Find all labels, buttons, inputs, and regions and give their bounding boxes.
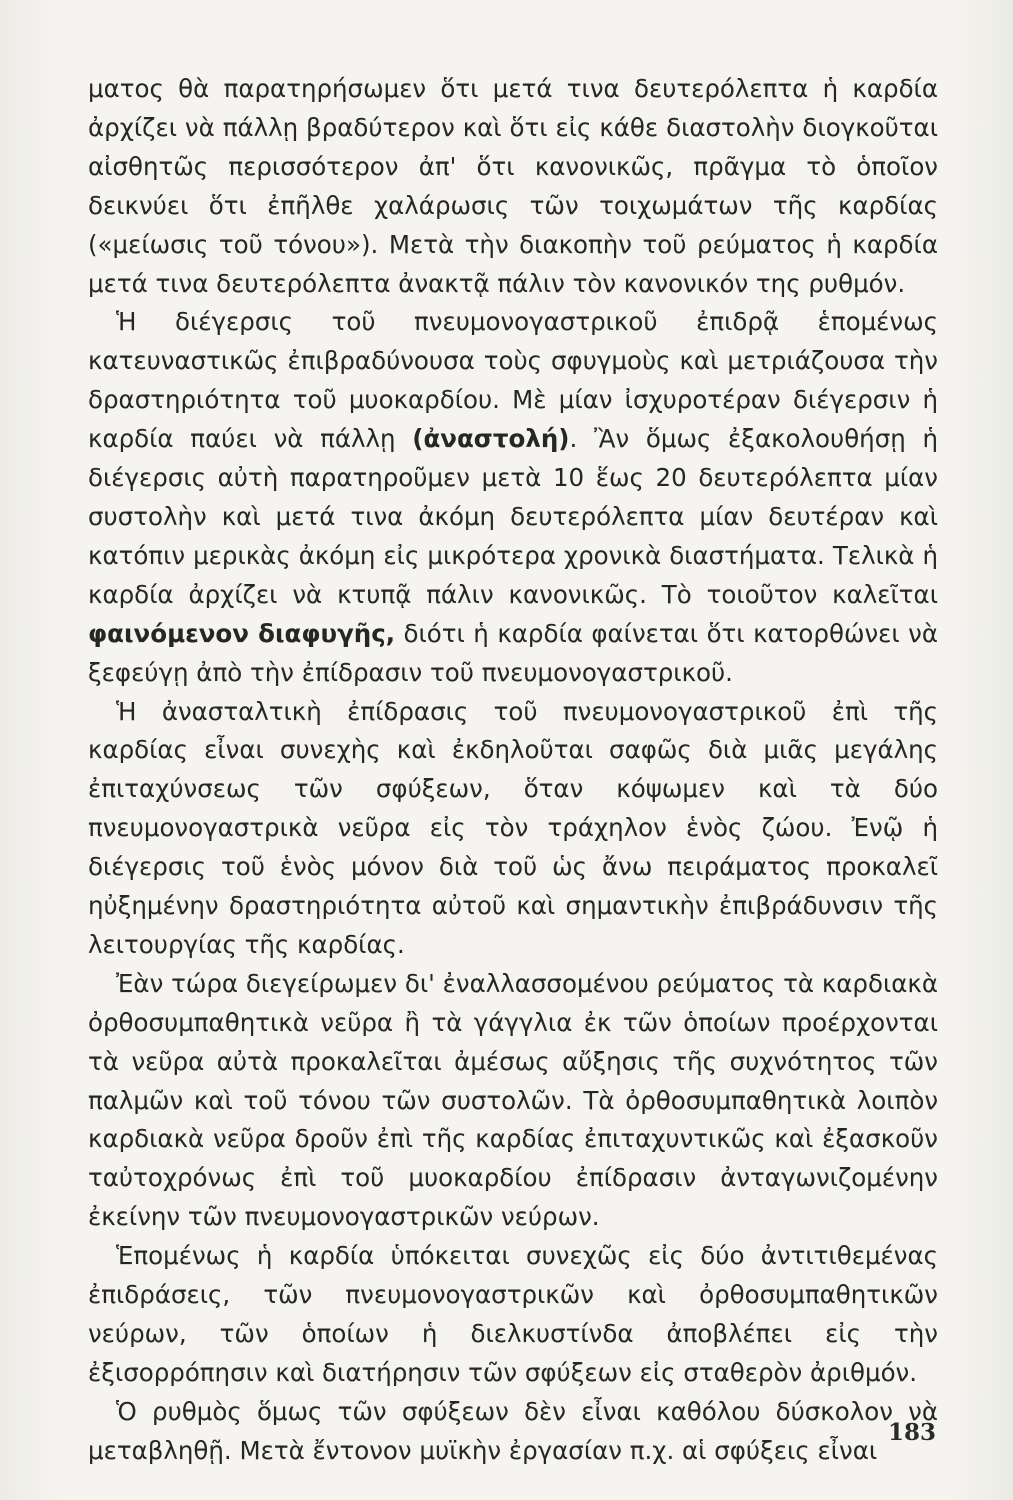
paragraph-5 [88, 1237, 938, 1393]
paragraph-3 [88, 693, 938, 965]
term-anastoli: (ἀναστολή) [412, 424, 570, 454]
term-escape-phenomenon: φαινόμενον διαφυγῆς, [88, 618, 396, 648]
paragraph-2 [88, 303, 938, 692]
paragraph-2-text-end: διότι ἡ καρδία φαίνεται ὅτι κατορθώνει νὰ ξεφεύγῃ ἀπὸ τὴν ἐπίδρασιν τοῦ πνευμονογαστρικοῦ. [88, 618, 938, 687]
paragraph-2-text: Ἡ διέγερσις τοῦ πνευμονογαστρικοῦ ἐπιδρᾷ ἑπομένως κατευναστικῶς ἐπιβραδύνουσα τοὺς σφυγμοὺς καὶ μετριάζουσα τὴν δραστηριότητα τοῦ μυοκαρδίου. Μὲ μίαν ἰσχυροτέραν διέγερσιν ἡ καρδία παύει νὰ πάλλῃ [88, 307, 938, 454]
paragraph-5-text: Ἑπομένως ἡ καρδία ὑπόκειται συνεχῶς εἰς δύο ἀντιτιθεμένας ἐπιδράσεις, τῶν πνευμονογαστρικῶν καὶ ὀρθοσυμπαθητικῶν νεύρων, τῶν ὁποίων ἡ διελκυστίνδα ἀποβλέπει εἰς τὴν ἐξισορρόπησιν καὶ διατήρησιν τῶν σφύξεων εἰς σταθερὸν ἀριθμόν. [88, 1241, 938, 1387]
paragraph-1-text: ματος θὰ παρατηρήσωμεν ὅτι μετά τινα δευτερόλεπτα ἡ καρδία ἀρχίζει νὰ πάλλῃ βραδύτερον καὶ ὅτι εἰς κάθε διαστολὴν διογκοῦται αἰσθητῶς περισσότερον ἀπ' ὅτι κανονικῶς, πρᾶγμα τὸ ὁποῖον δεικνύει ὅτι ἐπῆλθε χαλάρωσις τῶν τοιχωμάτων τῆς καρδίας («μείωσις τοῦ τόνου»). Μετὰ τὴν διακοπὴν τοῦ ρεύματος ἡ καρδία μετά τινα δευτερόλεπτα ἀνακτᾷ πάλιν τὸν κανονικόν της ρυθμόν. [88, 74, 938, 298]
paragraph-4 [88, 965, 938, 1237]
page-number: 183 [887, 1419, 936, 1446]
body-text [88, 70, 938, 1471]
paragraph-6 [88, 1393, 938, 1471]
paragraph-2-text-cont: . Ἂν ὅμως ἐξακολουθήσῃ ἡ διέγερσις αὐτὴ παρατηροῦμεν μετὰ 10 ἕως 20 δευτερόλεπτα μίαν συστολὴν καὶ μετά τινα ἀκόμη δευτερόλεπτα μίαν δευτέραν καὶ κατόπιν μερικὰς ἀκόμη εἰς μικρότερα χρονικὰ διαστήματα. Τελικὰ ἡ καρδία ἀρχίζει νὰ κτυπᾷ πάλιν κανονικῶς. Τὸ τοιοῦτον καλεῖται [88, 424, 938, 609]
paragraph-3-text: Ἡ ἀνασταλτικὴ ἐπίδρασις τοῦ πνευμονογαστρικοῦ ἐπὶ τῆς καρδίας εἶναι συνεχὴς καὶ ἐκδηλοῦται σαφῶς διὰ μιᾶς μεγάλης ἐπιταχύνσεως τῶν σφύξεων, ὅταν κόψωμεν καὶ τὰ δύο πνευμονογαστρικὰ νεῦρα εἰς τὸν τράχηλον ἑνὸς ζώου. Ἐνῷ ἡ διέγερσις τοῦ ἑνὸς μόνον διὰ τοῦ ὡς ἄνω πειράματος προκαλεῖ ηὐξημένην δραστηριότητα αὐτοῦ καὶ σημαντικὴν ἐπιβράδυνσιν τῆς λειτουργίας τῆς καρδίας. [88, 696, 938, 959]
paragraph-1 [88, 70, 938, 303]
paragraph-6-text: Ὁ ρυθμὸς ὅμως τῶν σφύξεων δὲν εἶναι καθόλου δύσκολον νὰ μεταβληθῇ. Μετὰ ἔντονον μυϊκὴν ἐργασίαν π.χ. αἱ σφύξεις εἶναι [88, 1396, 938, 1465]
paragraph-4-text: Ἐὰν τώρα διεγείρωμεν δι' ἐναλλασσομένου ρεύματος τὰ καρδιακὰ ὀρθοσυμπαθητικὰ νεῦρα ἢ τὰ γάγγλια ἐκ τῶν ὁποίων προέρχονται τὰ νεῦρα αὐτὰ προκαλεῖται ἀμέσως αὔξησις τῆς συχνότητος τῶν παλμῶν καὶ τοῦ τόνου τῶν συστολῶν. Τὰ ὀρθοσυμπαθητικὰ λοιπὸν καρδιακὰ νεῦρα δροῦν ἐπὶ τῆς καρδίας ἐπιταχυντικῶς καὶ ἐξασκοῦν ταὐτοχρόνως ἐπὶ τοῦ μυοκαρδίου ἐπίδρασιν ἀνταγωνιζομένην ἐκείνην τῶν πνευμονογαστρικῶν νεύρων. [88, 968, 938, 1232]
